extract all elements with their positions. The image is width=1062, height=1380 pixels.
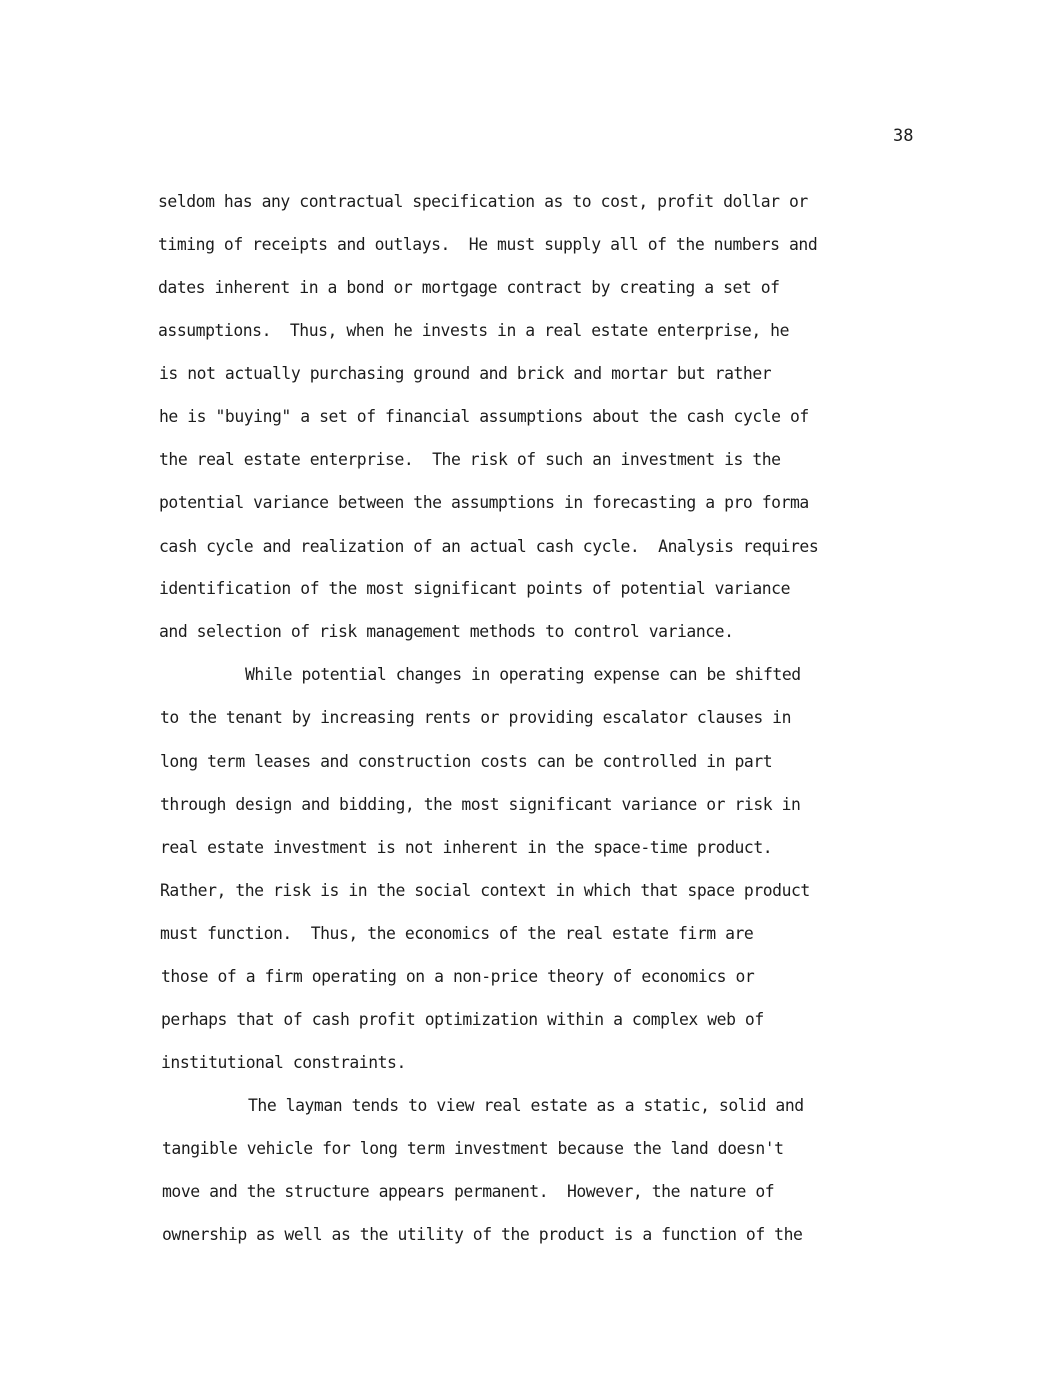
page-number: 38 [893, 126, 914, 146]
text-line: those of a firm operating on a non-price theory of economics or [161, 967, 755, 986]
text-line: must function. Thus, the economics of the real estate firm are [160, 924, 754, 943]
text-line: While potential changes in operating expense can be shifted [245, 665, 801, 684]
text-line: is not actually purchasing ground and brick and mortar but rather [159, 364, 772, 383]
text-line: he is "buying" a set of financial assumptions about the cash cycle of [159, 407, 809, 426]
text-line: to the tenant by increasing rents or providing escalator clauses in [160, 708, 792, 727]
text-line: cash cycle and realization of an actual cash cycle. Analysis requires [159, 537, 819, 556]
text-line: the real estate enterprise. The risk of such an investment is the [159, 450, 781, 469]
text-line: timing of receipts and outlays. He must supply all of the numbers and [158, 235, 818, 254]
text-line: potential variance between the assumptions in forecasting a pro forma [159, 493, 809, 512]
text-line: through design and bidding, the most significant variance or risk in [160, 795, 801, 814]
text-line: identification of the most significant points of potential variance [159, 579, 791, 598]
text-line: real estate investment is not inherent in the space-time product. [160, 838, 773, 857]
text-line: dates inherent in a bond or mortgage contract by creating a set of [158, 278, 780, 297]
text-line: ownership as well as the utility of the product is a function of the [162, 1225, 803, 1244]
text-line: long term leases and construction costs can be controlled in part [160, 752, 773, 771]
text-line: seldom has any contractual specification as to cost, profit dollar or [158, 192, 808, 211]
text-line: assumptions. Thus, when he invests in a real estate enterprise, he [158, 321, 790, 340]
text-line: Rather, the risk is in the social context in which that space product [160, 881, 810, 900]
text-line: tangible vehicle for long term investment because the land doesn't [162, 1139, 784, 1158]
text-line: and selection of risk management methods to control variance. [159, 622, 734, 641]
text-line: move and the structure appears permanent. However, the nature of [162, 1182, 775, 1201]
text-line: perhaps that of cash profit optimization within a complex web of [161, 1010, 764, 1029]
text-line: institutional constraints. [161, 1053, 406, 1072]
text-line: The layman tends to view real estate as a static, solid and [248, 1096, 804, 1115]
